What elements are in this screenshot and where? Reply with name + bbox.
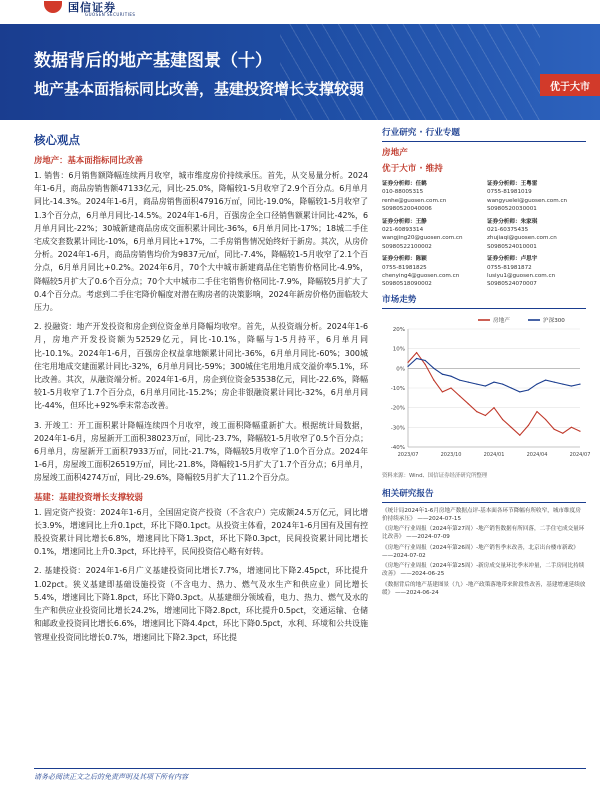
data-point	[450, 387, 451, 388]
report-item[interactable]: 《房地产行业周报（2024年第26周）-地产销售季末改善，北京出台楼市新政》 ——2024-07-02	[382, 544, 579, 559]
legend-label: 房地产	[493, 317, 510, 324]
analyst-email[interactable]: wangyuelei@guosen.com.cn	[487, 197, 568, 204]
rating-label: 优于大市 · 维持	[382, 164, 443, 174]
main-column	[34, 126, 368, 650]
data-point	[528, 425, 529, 426]
y-tick-label: -40%	[390, 444, 405, 451]
chart-source: 资料来源：Wind、国信证券经济研究所整理	[382, 472, 488, 479]
data-point	[545, 419, 546, 420]
series-line-real-estate	[408, 352, 580, 435]
market-chart-svg	[382, 313, 591, 469]
analyst-card: 证券分析师：王粤雷 0755-81981019 wangyuelei@guosen.com.cn S0980520030001	[487, 180, 586, 214]
infra-section-title: 基建：基建投资增长支撑较弱	[34, 491, 143, 502]
fixed-asset-paragraph: 1. 固定资产投资：2024年1-6月，全国固定资产投资（不含农户）完成额24.5万亿元，同比增长3.9%，增速同比上升0.1pct，环比下降0.1pct。从投资主体看，2024年1-6月国有及国有控股投资累计同比增长6.8%，增速同比下降1.3pct，环比下降0.3pct，民间投资累计同比增长0.1%，增速同比上升0.3pct，环比持平，民间投资信心略有好转。	[34, 507, 368, 557]
x-tick-label: 2023/10	[440, 451, 462, 458]
data-point	[511, 427, 512, 428]
data-point	[416, 358, 417, 359]
side-column	[382, 126, 591, 599]
investment-paragraph: 2. 投融资：地产开发投资和房企到位资金单月降幅均收窄。首先，从投资端分析。2024年1-6月，房地产开发投资额为52529亿元，同比-10.1%，降幅与1-5月持平，6月单月同比-10.1%。2024年1-6月，百强房企权益拿地额累计同比-36%，6月单月同比-60%；300城住宅用地成交建面累计同比-32%，6月单月同比-59%；300城住宅用地月成交溢价率5.1%，环比改善。其次，从融资端分析。2024年1-6月，房企到位资金53538亿元，同比-22.6%，降幅较1-5月收窄了1.7个百分点，6月单月同比-15.2%；房企非银融资累计同比-32%，6月单月同比-44%，但环比+92%季末常态改善。	[34, 322, 368, 411]
analyst-card: 证券分析师：陈颖 0755-81981825 chenying4@guosen.com.cn S0980518090002	[382, 255, 481, 289]
data-point	[519, 391, 520, 392]
data-point	[519, 434, 520, 435]
data-point	[442, 374, 443, 375]
disclaimer-footer: 请务必阅读正文之后的免责声明及其项下所有内容	[34, 773, 188, 781]
report-item[interactable]: 《统计局2024年1-6月房地产数据点评-基本面各环节降幅有所收窄，城市维度房价持续承压》 ——2024-07-15	[382, 507, 581, 523]
y-tick-label: 0%	[396, 366, 405, 373]
data-point	[407, 366, 408, 367]
data-point	[425, 360, 426, 361]
analyst-email[interactable]: lusiyu1@guosen.com.cn	[487, 273, 556, 280]
data-point	[407, 362, 408, 363]
industry-label: 房地产	[382, 148, 408, 158]
data-point	[442, 391, 443, 392]
sales-paragraph: 1. 销售：6月销售额降幅连续两月收窄，城市维度房价持续承压。首先，从交易量分析。2024年1-6月，商品房销售额47133亿元，同比-25.0%，降幅较1-5月收窄了2.9个百分点。6月单月同比-14.3%。2024年1-6月，商品房销售面积47916万㎡，同比-19.0%，降幅较1-5月收窄了1.3个百分点，6月单月同比-14.5%。2024年1-6月，百强房企全口径销售额累计同比-42%，6月单月同比-22%；30城新建商品房成交面积累计同比-36%，6月单月同比-17%；18城二手住宅成交套数累计同比-10%，6月单月同比+17%，二手房销售情况始终好于新房。其次，从房价分析。2024年1-6月，商品房销售均价为9837元/㎡，同比-7.4%，降幅较1-5月收窄了2.1个百分点，6月单月同比+0.2%。2024年6月，70个大中城市新建商品住宅销售价格同比-4.9%，降幅较5月扩大了0.6个百分点；70个大中城市二手住宅销售价格同比-7.9%，降幅较5月扩大了0.4个百分点。考虑到二手住宅降价幅度对潜在购房者的决策影响，2024年新房价格仍面临较大压力。	[34, 171, 368, 313]
divider	[382, 502, 586, 503]
data-point	[433, 379, 434, 380]
market-chart	[382, 313, 591, 469]
data-point	[571, 427, 572, 428]
data-point	[502, 419, 503, 420]
data-point	[571, 385, 572, 386]
report-title: 数据背后的地产基建图景（十）	[34, 51, 272, 71]
y-tick-label: -30%	[390, 425, 405, 432]
series-line-csi300	[408, 358, 580, 391]
estate-section-title: 房地产：基本面指标同比改善	[34, 155, 143, 165]
data-point	[536, 383, 537, 384]
legend-label: 沪深300	[543, 317, 565, 324]
reports-title: 相关研究报告	[382, 488, 434, 499]
category-label: 行业研究 · 行业专题	[382, 128, 460, 138]
data-point	[485, 385, 486, 386]
data-point	[493, 407, 494, 408]
data-point	[485, 415, 486, 416]
x-tick-label: 2023/07	[397, 451, 419, 458]
divider	[382, 308, 586, 309]
banner-pattern	[280, 24, 540, 120]
brand-name: 国信证券	[68, 1, 116, 14]
construction-paragraph: 3. 开竣工：开工面积累计降幅连续四个月收窄，竣工面积降幅重新扩大。根据统计局数据，2024年1-6月，房屋新开工面积38023万㎡，同比-23.7%，降幅较1-5月收窄了0.5个百分点；6月单月，房屋新开工面积7933万㎡，同比-21.7%，降幅较5月收窄了1.0个百分点。2024年1-6月，房屋竣工面积26519万㎡，同比-21.8%，降幅较1-5月扩大了1.7个百分点；6月单月，房屋竣工面积4274万㎡，同比-29.6%，降幅较5月扩大了11.2个百分点。	[34, 420, 368, 483]
x-tick-label: 2024/04	[526, 451, 548, 458]
data-point	[468, 403, 469, 404]
data-point	[425, 364, 426, 365]
analyst-card: 证券分析师：卢思宇 0755-81981872 lusiyu1@guosen.com.cn S0980524070007	[487, 255, 586, 289]
brand-sub: GUOSEN SECURITIES	[85, 12, 136, 17]
y-tick-label: -20%	[390, 405, 405, 412]
report-item[interactable]: 《房地产行业周报（2024年第27周）-地产销售数据有所回落，二手住宅成交量环比改善》 ——2024-07-09	[382, 526, 585, 541]
data-point	[536, 411, 537, 412]
y-tick-label: -10%	[390, 385, 405, 392]
footer-divider	[34, 768, 586, 769]
data-point	[416, 352, 417, 353]
divider	[382, 141, 586, 142]
data-point	[562, 383, 563, 384]
report-subtitle: 地产基本面指标同比改善，基建投资增长支撑较弱	[34, 80, 365, 98]
analyst-email[interactable]: zhujiaqi@guosen.com.cn	[487, 235, 557, 242]
data-point	[433, 368, 434, 369]
data-point	[476, 411, 477, 412]
data-point	[545, 379, 546, 380]
analyst-list	[382, 180, 586, 293]
analyst-email[interactable]: chenying4@guosen.com.cn	[382, 273, 460, 280]
x-tick-label: 2024/07	[569, 451, 591, 458]
analyst-email[interactable]: renhe@guosen.com.cn	[382, 197, 447, 204]
analyst-email[interactable]: wangjing20@guosen.com.cn	[382, 235, 463, 242]
data-point	[562, 433, 563, 434]
data-point	[468, 381, 469, 382]
x-tick-label: 2024/01	[483, 451, 505, 458]
data-point	[459, 379, 460, 380]
data-point	[579, 383, 580, 384]
analyst-card: 证券分析师：王静 021-60893314 wangjing20@guosen.com.cn S0980522100002	[382, 218, 481, 252]
brand-mark-icon	[44, 1, 62, 13]
data-point	[450, 375, 451, 376]
data-point	[554, 429, 555, 430]
infra-investment-paragraph: 2. 基建投资：2024年1-6月广义基建投资同比增长7.7%，增速同比下降2.45pct，环比提升1.02pct。狭义基建即基础设施投资（不含电力、热力、燃气及水生产和供应业）同比增长5.4%，增速同比下降1.8pct，环比下降0.3pct。从基建细分领域看，电力、热力、燃气及水的生产和供应业投资同比增长24.2%，增速同比下降2.8pct，环比提升0.5pct，交通运输、仓储和邮政业投资同比增长6.6%，增速同比下降4.4pct，环比下降0.5pct，水利、环境和公共设施管理业投资同比增长0.7%，增速同比下降2.3pct，环比提	[34, 566, 368, 642]
analyst-card: 证券分析师：朱家琪 021-60375435 zhujiaqi@guosen.com.cn S0980524010001	[487, 218, 586, 252]
title-banner	[0, 24, 600, 120]
data-point	[511, 387, 512, 388]
rating-tag: 优于大市	[540, 74, 600, 96]
analyst-card: 证券分析师：任鹤 010-88005315 renhe@guosen.com.cn S0980520040006	[382, 180, 481, 214]
data-point	[476, 383, 477, 384]
data-point	[554, 381, 555, 382]
data-point	[502, 383, 503, 384]
data-point	[493, 381, 494, 382]
core-views-title: 核心观点	[34, 133, 80, 147]
report-item[interactable]: 《房地产行业周报（2024年第25周）-新房成交量环比季末冲量，二手房同比持续改善》 ——2024-06-25	[382, 563, 585, 578]
data-point	[459, 395, 460, 396]
y-tick-label: 20%	[392, 326, 405, 333]
data-point	[579, 431, 580, 432]
data-point	[528, 389, 529, 390]
chart-title: 市场走势	[382, 294, 417, 305]
report-item[interactable]: 《数据背后的地产基建图景（九）-地产政策落地带来阶段性改善，基建增速延续放缓》 ——2024-06-24	[382, 581, 586, 596]
y-tick-label: 10%	[392, 346, 405, 353]
